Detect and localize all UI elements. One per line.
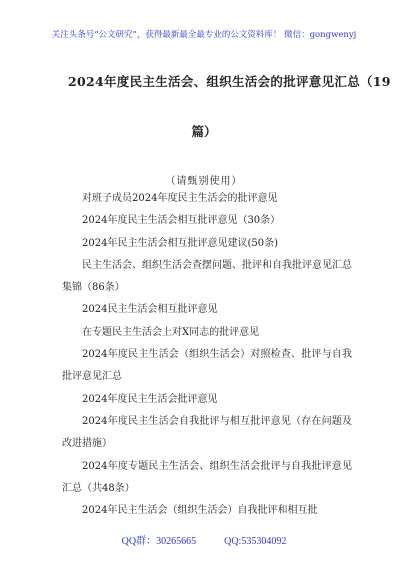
toc-item: 2024年度专题民主生活会、组织生活会批评与自我批评意见汇总（共48条）: [62, 460, 352, 494]
toc-item: 2024年度民主生活会相互批评意见（30条）: [82, 215, 281, 227]
header-promo-note: 关注头条号“公文研究”，获得最新最全最专业的公文资料库！ 微信：gongwenyj: [51, 30, 357, 40]
footer-contacts: [0, 532, 408, 547]
document-title-continued: 篇）: [191, 124, 217, 139]
toc-item: 民主生活会、组织生活会查摆问题、批评和自我批评意见汇总集锦（86条）: [62, 259, 352, 294]
toc-item: 2024年度民主生活会自我批评与相互批评意见（存在问题及改进措施）: [62, 415, 352, 450]
table-of-contents: [62, 188, 352, 522]
toc-item: 2024年度民主生活会批评意见: [82, 393, 218, 405]
toc-item: 对班子成员2024年度民主生活会的批评意见: [82, 193, 278, 204]
toc-item: 2024民主生活会相互批评意见: [82, 304, 218, 316]
document-title: 2024年度民主生活会、组织生活会的批评意见汇总（19: [68, 74, 391, 89]
toc-item: 在专题民主生活会上对X同志的批评意见: [82, 326, 260, 338]
toc-item: 2024年度民主生活会（组织生活会）对照检查、批评与自我批评意见汇总: [62, 349, 352, 383]
qq-group-text: QQ群：30265665: [121, 536, 197, 547]
usage-note: （请甄别使用）: [165, 176, 243, 187]
toc-item: 2024年民主生活会相互批评意见建议(50条): [82, 237, 278, 249]
toc-item: 2024年民主生活会（组织生活会）自我批评和相互批: [82, 505, 318, 517]
qq-text: QQ:535304092: [224, 536, 287, 547]
